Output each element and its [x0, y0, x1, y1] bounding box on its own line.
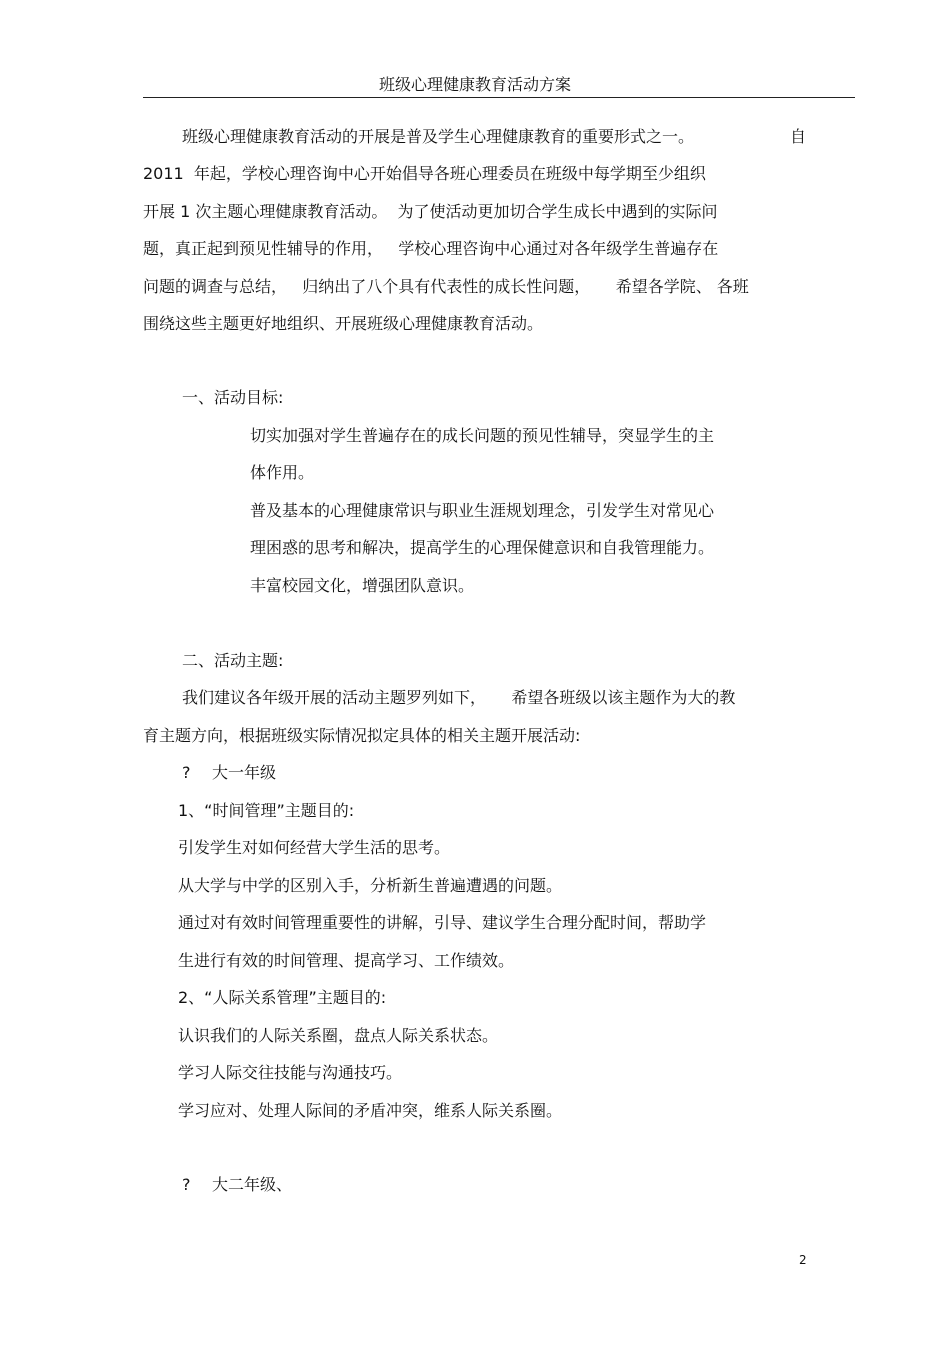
- page-number: 2: [799, 1253, 807, 1267]
- goal-line-5: 丰富校园文化，增强团队意识。: [250, 576, 475, 595]
- themes-intro-line-1: 我们建议各年级开展的活动主题罗列如下， 希望各班级以该主题作为大的教: [182, 688, 736, 707]
- topic2-line-1: 认识我们的人际关系圈，盘点人际关系状态。: [178, 1026, 499, 1045]
- intro-line-1: 班级心理健康教育活动的开展是普及学生心理健康教育的重要形式之一。: [182, 127, 695, 146]
- intro-line-1-tail: 自: [790, 127, 807, 146]
- topic1-line-3: 通过对有效时间管理重要性的讲解，引导、建议学生合理分配时间，帮助学: [178, 913, 707, 932]
- goal-line-1: 切实加强对学生普遍存在的成长问题的预见性辅导，突显学生的主: [250, 426, 715, 445]
- topic1-title: 1、“时间管理”主题目的:: [178, 801, 355, 820]
- grade2-label: 大二年级、: [212, 1175, 293, 1194]
- section-heading-themes: 二、活动主题:: [182, 651, 284, 670]
- themes-intro-line-2: 育主题方向，根据班级实际情况拟定具体的相关主题开展活动:: [143, 726, 581, 745]
- topic1-line-1: 引发学生对如何经营大学生活的思考。: [178, 838, 451, 857]
- intro-line-2: 2011 年起，学校心理咨询中心开始倡导各班心理委员在班级中每学期至少组织: [143, 164, 706, 183]
- goal-line-4: 理困惑的思考和解决，提高学生的心理保健意识和自我管理能力。: [250, 538, 715, 557]
- bullet-icon: ?: [182, 763, 191, 782]
- intro-line-4: 题，真正起到预见性辅导的作用， 学校心理咨询中心通过对各年级学生普遍存在: [143, 239, 719, 258]
- goal-line-2: 体作用。: [250, 463, 315, 482]
- topic2-line-2: 学习人际交往技能与沟通技巧。: [178, 1063, 403, 1082]
- header-divider: [143, 97, 855, 98]
- intro-line-6: 围绕这些主题更好地组织、开展班级心理健康教育活动。: [143, 314, 544, 333]
- grade1-label: 大一年级: [212, 763, 277, 782]
- page-header-title: 班级心理健康教育活动方案: [378, 75, 571, 94]
- topic1-line-2: 从大学与中学的区别入手，分析新生普遍遭遇的问题。: [178, 876, 563, 895]
- goal-line-3: 普及基本的心理健康常识与职业生涯规划理念，引发学生对常见心: [250, 501, 715, 520]
- intro-line-5: 问题的调查与总结， 归纳出了八个具有代表性的成长性问题， 希望各学院、 各班: [143, 277, 749, 296]
- topic2-line-3: 学习应对、处理人际间的矛盾冲突，维系人际关系圈。: [178, 1101, 563, 1120]
- topic2-title: 2、“人际关系管理”主题目的:: [178, 988, 387, 1007]
- bullet-icon: ?: [182, 1175, 191, 1194]
- topic1-line-4: 生进行有效的时间管理、提高学习、工作绩效。: [178, 951, 515, 970]
- intro-line-3: 开展 1 次主题心理健康教育活动。 为了使活动更加切合学生成长中遇到的实际问: [143, 202, 718, 221]
- section-heading-goals: 一、活动目标:: [182, 388, 284, 407]
